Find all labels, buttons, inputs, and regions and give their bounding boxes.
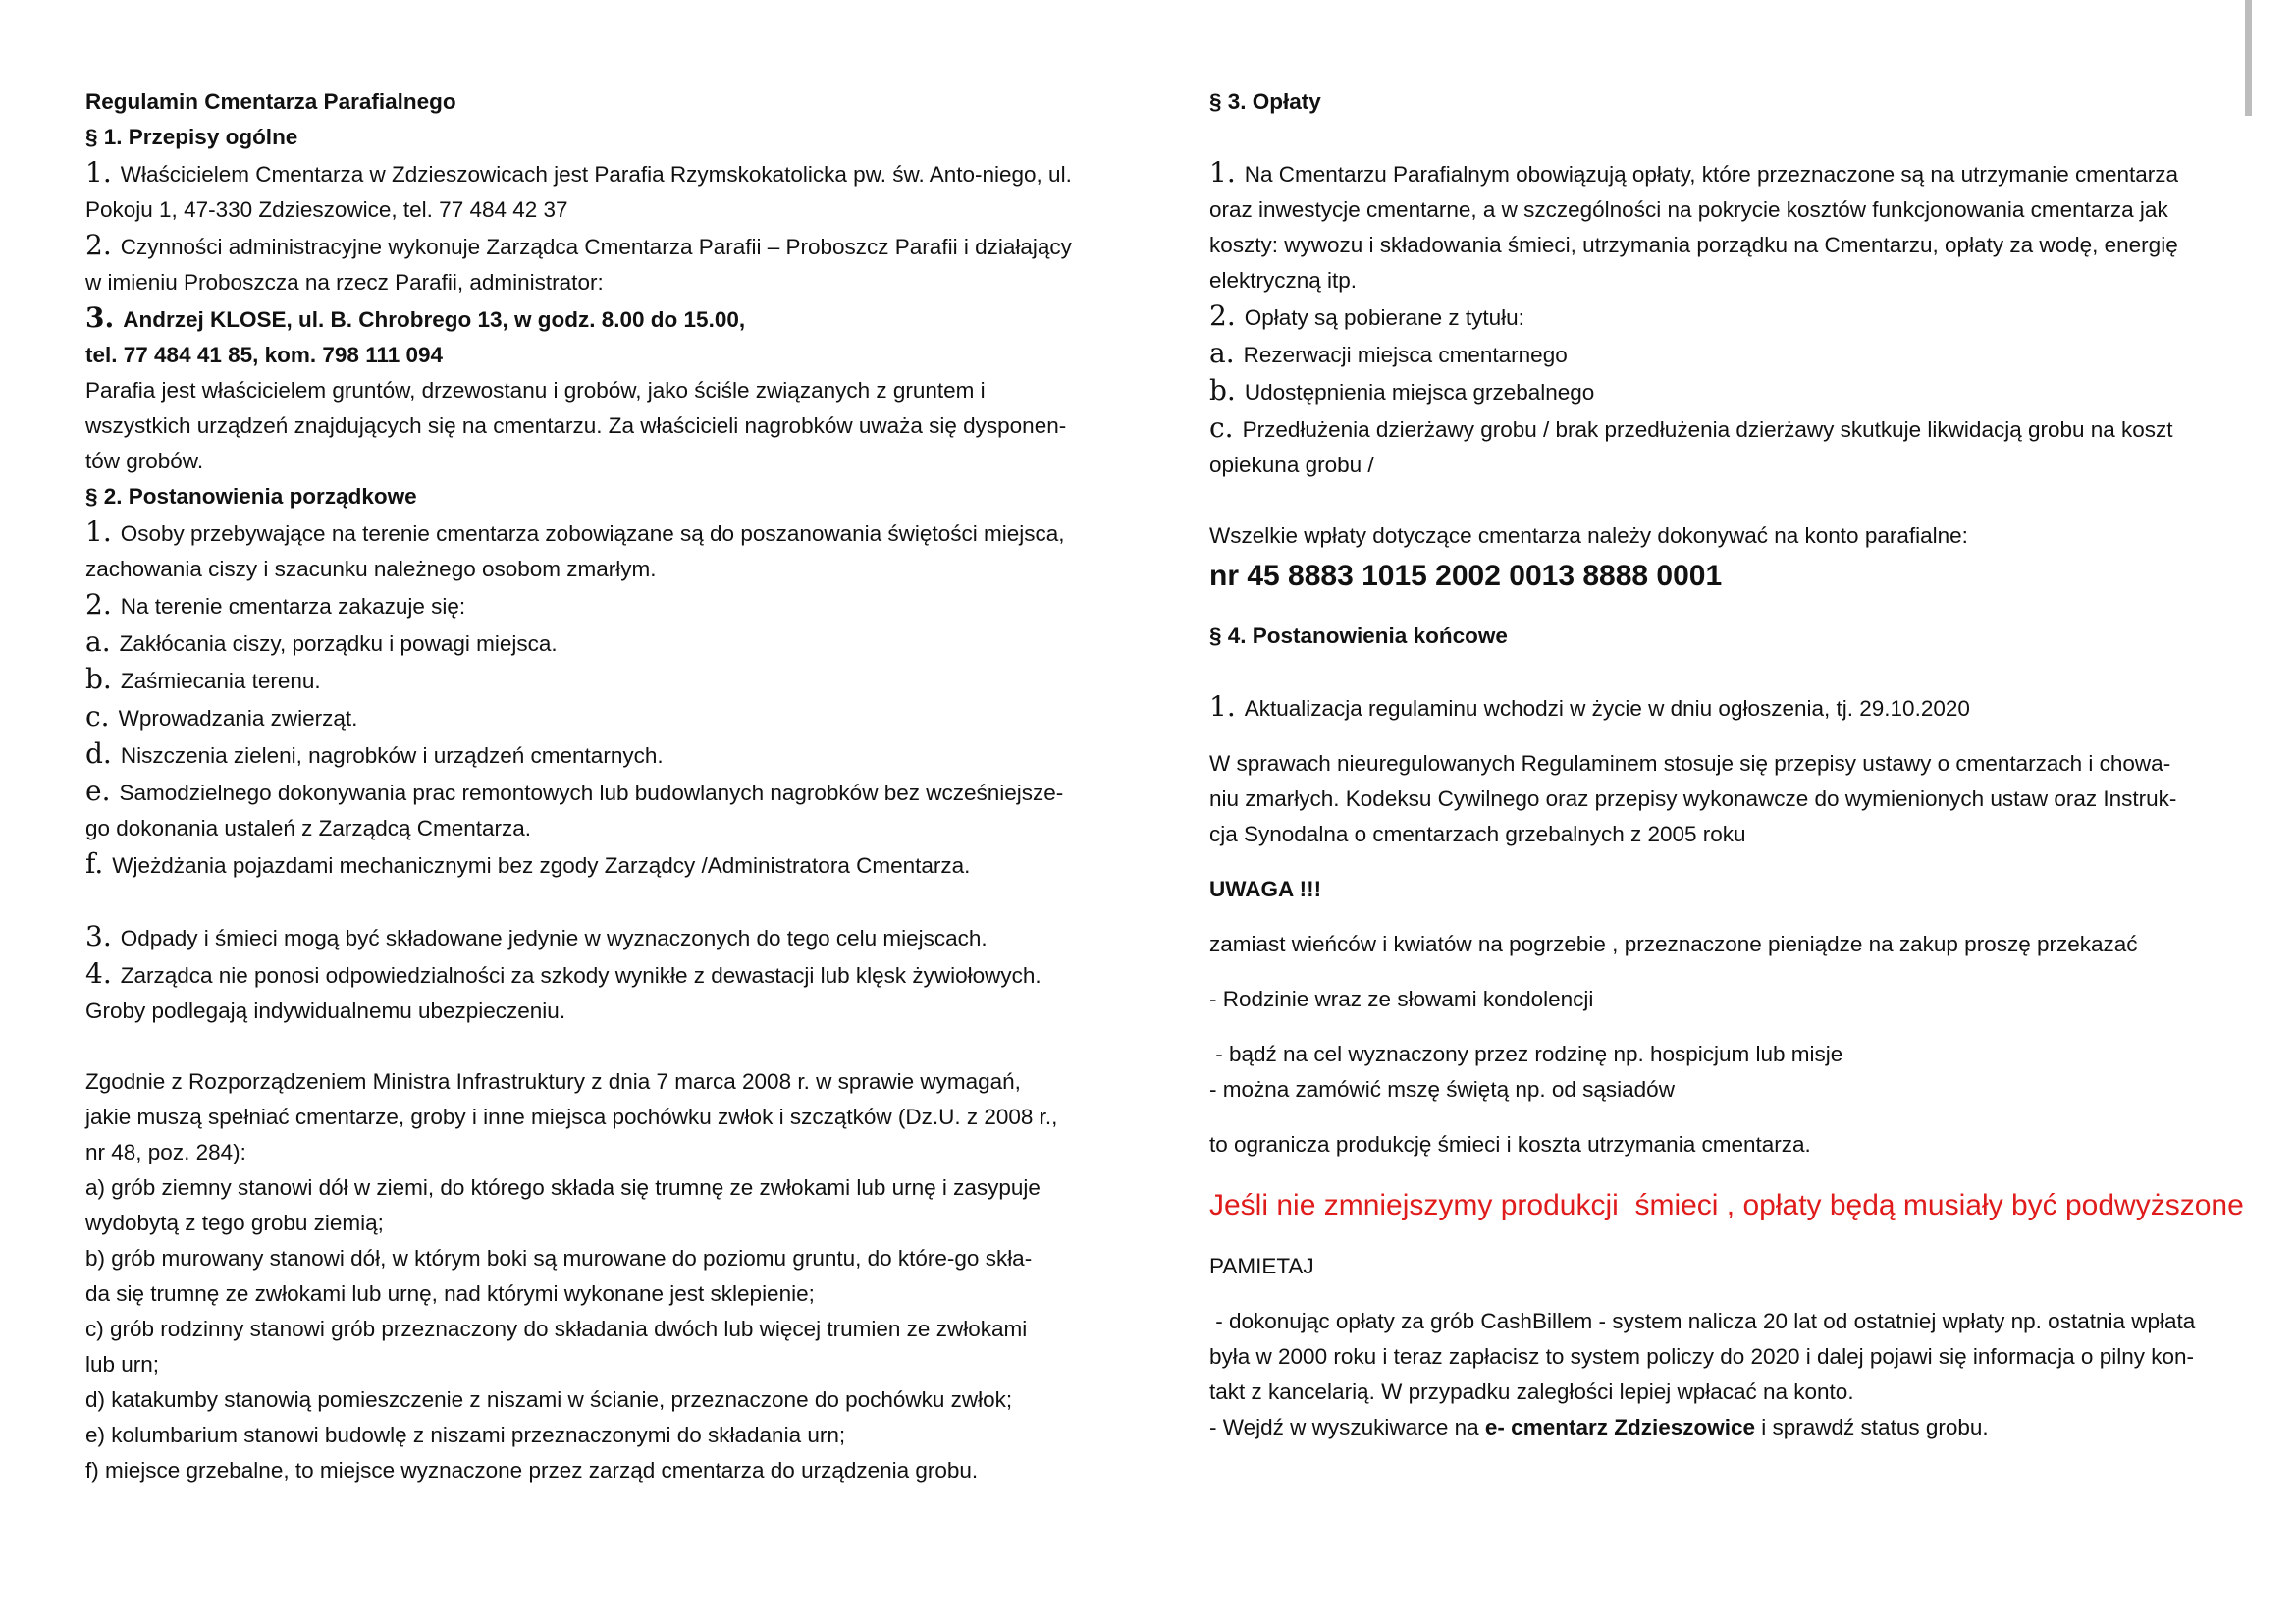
left-column — [85, 84, 1121, 1489]
list-marker: b. — [1209, 374, 1236, 406]
s4-item-1: 1. Aktualizacja regulaminu wchodzi w życie w dniu ogłoszenia, tj. 29.10.2020 — [1209, 690, 1970, 723]
s1-paragraph-line-2: wszystkich urządzeń znajdujących się na cmentarzu. Za właścicieli nagrobków uważa się dysponen- — [85, 413, 1067, 438]
list-marker: 2. — [85, 229, 112, 261]
uwaga-line-3: - bądź na cel wyznaczony przez rodzinę np. hospicjum lub misje — [1209, 1042, 1843, 1066]
s2-item-3: 3. Odpady i śmieci mogą być składowane jedynie w wyznaczonych do tego celu miejscach. — [85, 920, 988, 952]
s3-item-1-line-1: 1. Na Cmentarzu Parafialnym obowiązują opłaty, które przeznaczone są na utrzymanie cmentarza — [1209, 156, 2179, 189]
list-marker: 3. — [85, 920, 112, 952]
list-marker: 1. — [85, 515, 112, 548]
law-item-a-line-2: wydobytą z tego grobu ziemią; — [85, 1211, 384, 1235]
s4-paragraph-line-1: W sprawach nieuregulowanych Regulaminem stosuje się przepisy ustawy o cmentarzach i chowa- — [1209, 751, 2171, 776]
list-marker: 1. — [85, 156, 112, 189]
law-item-b-line-1: b) grób murowany stanowi dół, w którym boki są murowane do poziomu gruntu, do które-go skła- — [85, 1246, 1033, 1271]
law-item-f: f) miejsce grzebalne, to miejsce wyznaczone przez zarząd cmentarza do urządzenia grobu. — [85, 1458, 979, 1483]
s1-item-3-line-2: tel. 77 484 41 85, kom. 798 111 094 — [85, 343, 444, 367]
list-marker: a. — [1209, 337, 1235, 369]
document-title: Regulamin Cmentarza Parafialnego — [85, 89, 456, 114]
s3-item-1-line-3: koszty: wywozu i składowania śmieci, utrzymania porządku na Cmentarzu, opłaty za wodę, energię — [1209, 233, 2178, 257]
s2-item-1-line-2: zachowania ciszy i szacunku należnego osobom zmarłym. — [85, 557, 657, 581]
e-cmentarz-name: e- cmentarz Zdzieszowice — [1484, 1415, 1756, 1439]
s1-item-3-line-1: 3. Andrzej KLOSE, ul. B. Chrobrego 13, w godz. 8.00 do 15.00, — [85, 301, 746, 334]
law-item-e: e) kolumbarium stanowi budowlę z niszami przeznaczonymi do składania urn; — [85, 1423, 846, 1447]
list-marker: c. — [1209, 411, 1234, 444]
s2-sub-b: b. Zaśmiecania terenu. — [85, 663, 321, 695]
section-4-heading: § 4. Postanowienia końcowe — [1209, 623, 1508, 648]
list-marker: 3. — [85, 301, 115, 334]
list-marker: d. — [85, 737, 112, 770]
s2-sub-e-line-2: go dokonania ustaleń z Zarządcą Cmentarza. — [85, 816, 532, 840]
s2-sub-c: c. Wprowadzania zwierząt. — [85, 700, 358, 732]
list-marker: b. — [85, 663, 112, 695]
list-marker: 4. — [85, 957, 112, 990]
law-intro-line-2: jakie muszą spełniać cmentarze, groby i inne miejsca pochówku zwłok i szczątków (Dz.U. z 2008 r., — [85, 1105, 1058, 1129]
list-marker: f. — [85, 847, 104, 880]
pamietaj-line-3: takt z kancelarią. W przypadku zaległości lepiej wpłacać na konto. — [1209, 1380, 1854, 1404]
s1-item-1-line-1: 1. Właścicielem Cmentarza w Zdzieszowicach jest Parafia Rzymskokatolicka pw. św. Anto-niego, ul. — [85, 156, 1072, 189]
list-marker: e. — [85, 775, 111, 807]
s2-sub-f: f. Wjeżdżania pojazdami mechanicznymi bez zgody Zarządcy /Administratora Cmentarza. — [85, 847, 971, 880]
right-column — [1209, 84, 2244, 1445]
red-warning: Jeśli nie zmniejszymy produkcji śmieci , opłaty będą musiały być podwyższone — [1209, 1189, 2244, 1221]
list-marker: a. — [85, 625, 111, 658]
s1-paragraph-line-3: tów grobów. — [85, 449, 204, 473]
payments-note: Wszelkie wpłaty dotyczące cmentarza należy dokonywać na konto parafialne: — [1209, 523, 1968, 548]
s2-item-4-line-2: Groby podlegają indywidualnemu ubezpieczeniu. — [85, 999, 566, 1023]
uwaga-line-4: - można zamówić mszę świętą np. od sąsiadów — [1209, 1077, 1675, 1102]
s3-item-1-line-4: elektryczną itp. — [1209, 268, 1358, 293]
s2-sub-d: d. Niszczenia zieleni, nagrobków i urządzeń cmentarnych. — [85, 737, 664, 770]
list-marker: 2. — [1209, 299, 1236, 332]
list-marker: 1. — [1209, 690, 1236, 723]
pamietaj-line-2: była w 2000 roku i teraz zapłacisz to system policzy do 2020 i dalej pojawi się informacja o pilny kon- — [1209, 1344, 2194, 1369]
s4-paragraph-line-3: cja Synodalna o cmentarzach grzebalnych z 2005 roku — [1209, 822, 1746, 846]
scrollbar-thumb[interactable] — [2245, 0, 2252, 116]
s1-item-2-line-2: w imieniu Proboszcza na rzecz Parafii, administrator: — [85, 270, 604, 295]
s3-sub-a: a. Rezerwacji miejsca cmentarnego — [1209, 337, 1568, 369]
s1-item-2-line-1: 2. Czynności administracyjne wykonuje Zarządca Cmentarza Parafii – Proboszcz Parafii i działający — [85, 229, 1072, 261]
list-marker: c. — [85, 700, 110, 732]
pamietaj-line-1: - dokonując opłaty za grób CashBillem - system nalicza 20 lat od ostatniej wpłaty np. ostatnia wpłata — [1209, 1309, 2196, 1333]
bank-account-number: nr 45 8883 1015 2002 0013 8888 0001 — [1209, 560, 1723, 592]
law-item-c-line-1: c) grób rodzinny stanowi grób przeznaczony do składania dwóch lub więcej trumien ze zwłokami — [85, 1317, 1028, 1341]
s3-item-2: 2. Opłaty są pobierane z tytułu: — [1209, 299, 1524, 332]
s1-paragraph-line-1: Parafia jest właścicielem gruntów, drzewostanu i grobów, jako ściśle związanych z gruntem i — [85, 378, 986, 403]
s2-sub-e-line-1: e. Samodzielnego dokonywania prac remontowych lub budowlanych nagrobków bez wcześniejsze- — [85, 775, 1064, 807]
list-marker: 1. — [1209, 156, 1236, 189]
law-item-c-line-2: lub urn; — [85, 1352, 160, 1377]
uwaga-line-5: to ogranicza produkcję śmieci i koszta utrzymania cmentarza. — [1209, 1132, 1811, 1157]
s1-item-1-line-2: Pokoju 1, 47-330 Zdzieszowice, tel. 77 484 42 37 — [85, 197, 568, 222]
s3-sub-b: b. Udostępnienia miejsca grzebalnego — [1209, 374, 1595, 406]
s2-item-2: 2. Na terenie cmentarza zakazuje się: — [85, 588, 466, 621]
law-item-b-line-2: da się trumnę ze zwłokami lub urnę, nad którymi wykonane jest sklepienie; — [85, 1281, 815, 1306]
law-item-a-line-1: a) grób ziemny stanowi dół w ziemi, do którego składa się trumnę ze zwłokami lub urnę i zasypuje — [85, 1175, 1041, 1200]
law-item-d: d) katakumby stanowią pomieszczenie z niszami w ścianie, przeznaczone do pochówku zwłok; — [85, 1387, 1013, 1412]
s2-item-1-line-1: 1. Osoby przebywające na terenie cmentarza zobowiązane są do poszanowania świętości miejsca, — [85, 515, 1065, 548]
uwaga-line-1: zamiast wieńców i kwiatów na pogrzebie , przeznaczone pieniądze na zakup proszę przekazać — [1209, 932, 2138, 956]
s3-sub-c-line-2: opiekuna grobu / — [1209, 453, 1374, 477]
law-intro-line-1: Zgodnie z Rozporządzeniem Ministra Infrastruktury z dnia 7 marca 2008 r. w sprawie wymagań, — [85, 1069, 1021, 1094]
s3-sub-c-line-1: c. Przedłużenia dzierżawy grobu / brak przedłużenia dzierżawy skutkuje likwidacją grobu na koszt — [1209, 411, 2173, 444]
uwaga-line-2: - Rodzinie wraz ze słowami kondolencji — [1209, 987, 1594, 1011]
s3-item-1-line-2: oraz inwestycje cmentarne, a w szczególności na pokrycie kosztów funkcjonowania cmentarza jak — [1209, 197, 2168, 222]
s2-item-4-line-1: 4. Zarządca nie ponosi odpowiedzialności za szkody wynikłe z dewastacji lub klęsk żywiołowych. — [85, 957, 1041, 990]
section-3-heading: § 3. Opłaty — [1209, 89, 1321, 114]
law-intro-line-3: nr 48, poz. 284): — [85, 1140, 246, 1164]
s4-paragraph-line-2: niu zmarłych. Kodeksu Cywilnego oraz przepisy wykonawcze do wymienionych ustaw oraz Instruk- — [1209, 786, 2177, 811]
uwaga-heading: UWAGA !!! — [1209, 877, 1322, 901]
section-2-heading: § 2. Postanowienia porządkowe — [85, 484, 417, 509]
pamietaj-line-4: - Wejdź w wyszukiwarce na e- cmentarz Zdzieszowice i sprawdź status grobu. — [1209, 1415, 1989, 1439]
s2-sub-a: a. Zakłócania ciszy, porządku i powagi miejsca. — [85, 625, 558, 658]
list-marker: 2. — [85, 588, 112, 621]
section-1-heading: § 1. Przepisy ogólne — [85, 125, 298, 149]
pamietaj-heading: PAMIETAJ — [1209, 1254, 1314, 1278]
